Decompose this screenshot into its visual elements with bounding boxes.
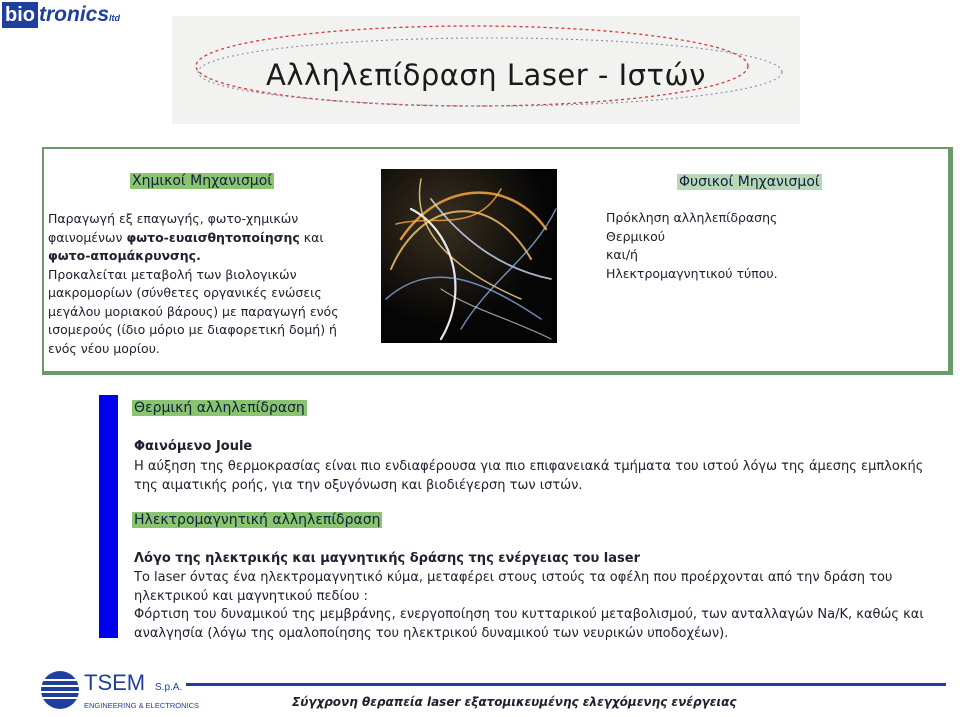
globe-icon [41,671,79,709]
thermal-heading: Θερμική αλληλεπίδραση [134,400,305,416]
chemical-p1-b: φωτο-ευαισθητοποίησης [126,229,300,245]
physical-line-3: και/ή [606,247,638,262]
logo-tronics-part: tronics [39,3,110,26]
physical-heading: Φυσικοί Μηχανισμοί [679,174,820,190]
chemical-text [48,210,360,358]
chemical-p1-a: Παραγωγή εξ επαγωγής, φωτο-χημικών φαινομένων [48,211,299,245]
title-banner [172,16,800,124]
logo-ltd-part: ltd [109,13,121,23]
blue-accent-bar [99,395,118,638]
joule-title: Φαινόμενο Joule [134,439,253,454]
physical-line-2: Θερμικού [606,228,665,244]
footer-divider [186,683,946,686]
electromagnetic-body-1: Το laser όντας ένα ηλεκτρομαγνητικό κύμα, μεταφέρει στους ιστούς τα οφέλη που προέρχονται από την δράση του ηλεκτρικού και μαγνητικού πεδίου : [134,570,893,604]
electromagnetic-subtitle: Λόγο της ηλεκτρικής και μαγνητικής δράσης της ενέργειας του laser [134,551,640,566]
tsem-name: TSEM [84,670,146,695]
physical-text [606,209,866,283]
tsem-logo [40,666,200,714]
mechanisms-panel [42,147,953,375]
physical-line-1: Πρόκληση αλληλεπίδρασης [606,210,778,225]
footer-tagline: Σύγχρονη θεραπεία laser εξατομικευμένης ελεγχόμενης ενέργειας [292,695,737,709]
electromagnetic-body-2: Φόρτιση του δυναμικού της μεμβράνης, ενεργοποίηση του κυτταρικού μεταβολισμού, των ανταλλαγών Na/K, καθώς και αναλγησία (λόγω της ομαλοποίησης του ηλεκτρικού δυναμικού των νευρικών υποδοχέων). [134,607,924,641]
tsem-suffix: S.p.A. [155,682,183,693]
biotronics-logo [2,2,120,28]
physical-line-4: Ηλεκτρομαγνητικού τύπου. [606,265,778,281]
laser-light-image [381,169,557,343]
chemical-p2: Προκαλείται μεταβολή των βιολογικών μακρομορίων (σύνθετες οργανικές ενώσεις μεγάλου μοριακού βάρους) με παραγωγή ενός ισομερούς (ίδιο μόριο με διαφορετική δομή) ή ενός νέου μορίου. [48,266,339,356]
chemical-p1-d: φωτο-απομάκρυνσης. [48,248,201,263]
electromagnetic-heading: Ηλεκτρομαγνητική αλληλεπίδραση [134,512,381,528]
chemical-heading: Χημικοί Μηχανισμοί [132,173,273,189]
page-title: Αλληλεπίδραση Laser - Ιστών [266,58,706,92]
chemical-p1-c: και [299,229,324,245]
tsem-tagline: ENGINEERING & ELECTRONICS [84,701,200,710]
electromagnetic-body [134,569,956,643]
logo-bio-part: bio [2,2,38,28]
thermal-body: Η αύξηση της θερμοκρασίας είναι πιο ενδιαφέρουσα για πιο επιφανειακά τμήματα του ιστού λόγω της άμεσης εμπλοκής της αιματικής ροής, για την οξυγόνωση και βιοδιέγερση των ιστών. [134,459,924,493]
